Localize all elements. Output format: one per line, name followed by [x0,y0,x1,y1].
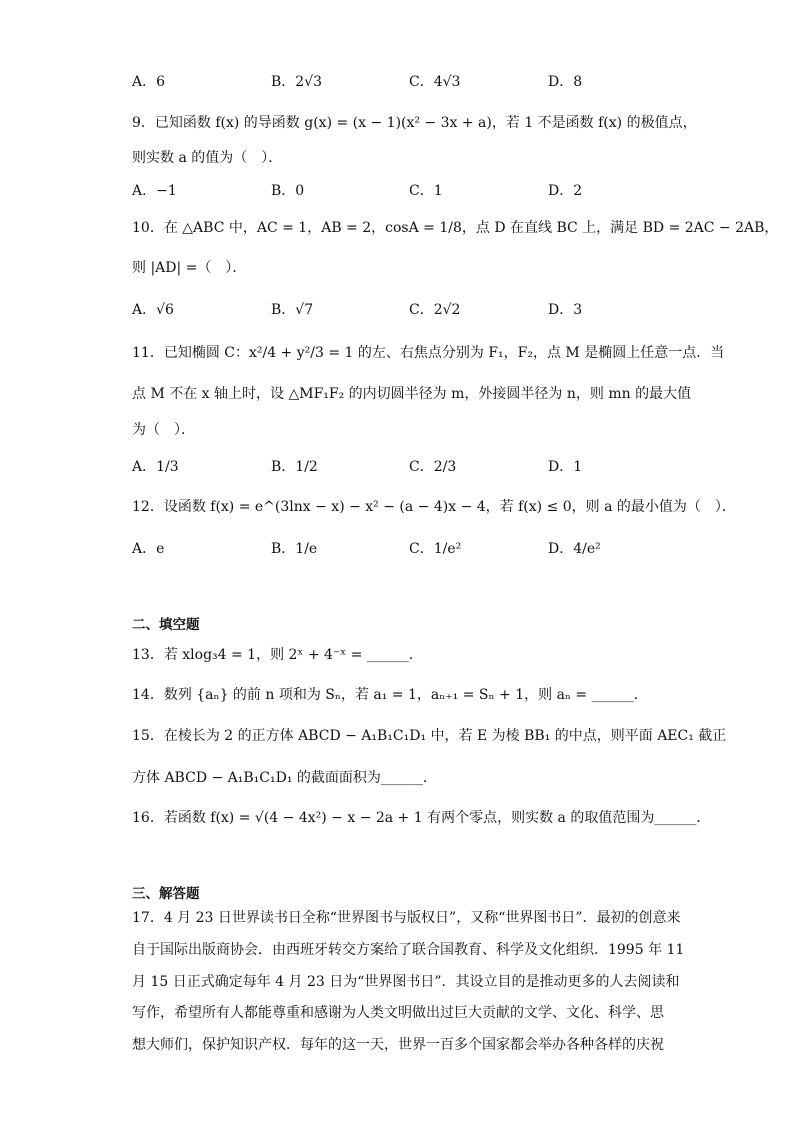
q17-line: 写作，希望所有人都能尊重和感谢为人类文明做出过巨大贡献的文学、文化、科学、思 [132,1005,664,1021]
section-fill-in-heading: 二、填空题 [132,617,200,633]
q11-stem-line1: 11．已知椭圆 C：x²/4 + y²/3 = 1 的左、右焦点分别为 F₁，F₂，点 M 是椭圆上任意一点．当 [132,345,725,361]
q12-option-b: B．1/e [271,541,318,557]
q9-stem-line2: 则实数 a 的值为（ ）． [132,150,283,166]
q10-option-d: D．3 [548,302,583,318]
q11-stem-line2: 点 M 不在 x 轴上时，设 △MF₁F₂ 的内切圆半径为 m，外接圆半径为 n，则 mn 的最大值 [132,386,692,402]
q9-option-b: B．0 [271,183,305,199]
q10-option-b: B．√7 [271,302,314,318]
section-answer-heading: 三、解答题 [132,886,200,902]
q9-option-d: D．2 [548,183,583,199]
q9-option-c: C．1 [409,183,443,199]
q15-stem-line1: 15．在棱长为 2 的正方体 ABCD − A₁B₁C₁D₁ 中，若 E 为棱 BB₁ 的中点，则平面 AEC₁ 截正 [132,728,727,744]
q12-option-a: A．e [132,541,165,557]
q10-stem-line1: 10．在 △ABC 中，AC = 1，AB = 2，cosA = 1/8，点 D 在直线 BC 上，满足 BD = 2AC − 2AB， [132,220,779,236]
q17-line: 17．4 月 23 日世界读书日全称“世界图书与版权日”，又称“世界图书日”．最初的创意来 [132,910,681,926]
q9-option-a: A．−1 [132,183,177,199]
q15-stem-line2: 方体 ABCD − A₁B₁C₁D₁ 的截面面积为______． [132,770,437,786]
q11-stem-line3: 为（ ）． [132,422,195,438]
q8-option-d: D．8 [548,74,583,90]
q13-stem: 13．若 xlog₃4 = 1，则 2ˣ + 4⁻ˣ = ______． [132,647,423,663]
q12-option-d: D．4/e² [548,541,601,557]
q8-option-b: B．2√3 [271,74,323,90]
q10-option-a: A．√6 [132,302,174,318]
q17-line: 想大师们，保护知识产权．每年的这一天，世界一百多个国家都会举办各种各样的庆祝 [132,1037,664,1053]
q14-stem: 14．数列 {aₙ} 的前 n 项和为 Sₙ，若 a₁ = 1，aₙ₊₁ = Sₙ + 1，则 aₙ = ______． [132,687,648,703]
q17-line: 月 15 日正式确定每年 4 月 23 日为“世界图书日”．其设立目的是推动更多的人去阅读和 [132,974,680,990]
q12-option-c: C．1/e² [409,541,462,557]
q12-stem-line1: 12．设函数 f(x) = e^(3lnx − x) − x² − (a − 4)x − 4，若 f(x) ≤ 0，则 a 的最小值为（ ）． [132,499,736,515]
q9-stem-line1: 9．已知函数 f(x) 的导函数 g(x) = (x − 1)(x² − 3x + a)，若 1 不是函数 f(x) 的极值点， [132,115,697,131]
q10-stem-line2: 则 |AD| =（ ）． [132,260,247,276]
q11-option-b: B．1/2 [271,459,318,475]
q16-stem: 16．若函数 f(x) = √(4 − 4x²) − x − 2a + 1 有两个零点，则实数 a 的取值范围为______． [132,810,711,826]
q11-option-a: A．1/3 [132,459,179,475]
q8-option-c: C．4√3 [409,74,461,90]
q10-option-c: C．2√2 [409,302,461,318]
q11-option-c: C．2/3 [409,459,457,475]
q17-line: 自于国际出版商协会．由西班牙转交方案给了联合国教育、科学及文化组织．1995 年 11 [132,942,685,958]
q8-option-a: A．6 [132,74,166,90]
q11-option-d: D．1 [548,459,583,475]
